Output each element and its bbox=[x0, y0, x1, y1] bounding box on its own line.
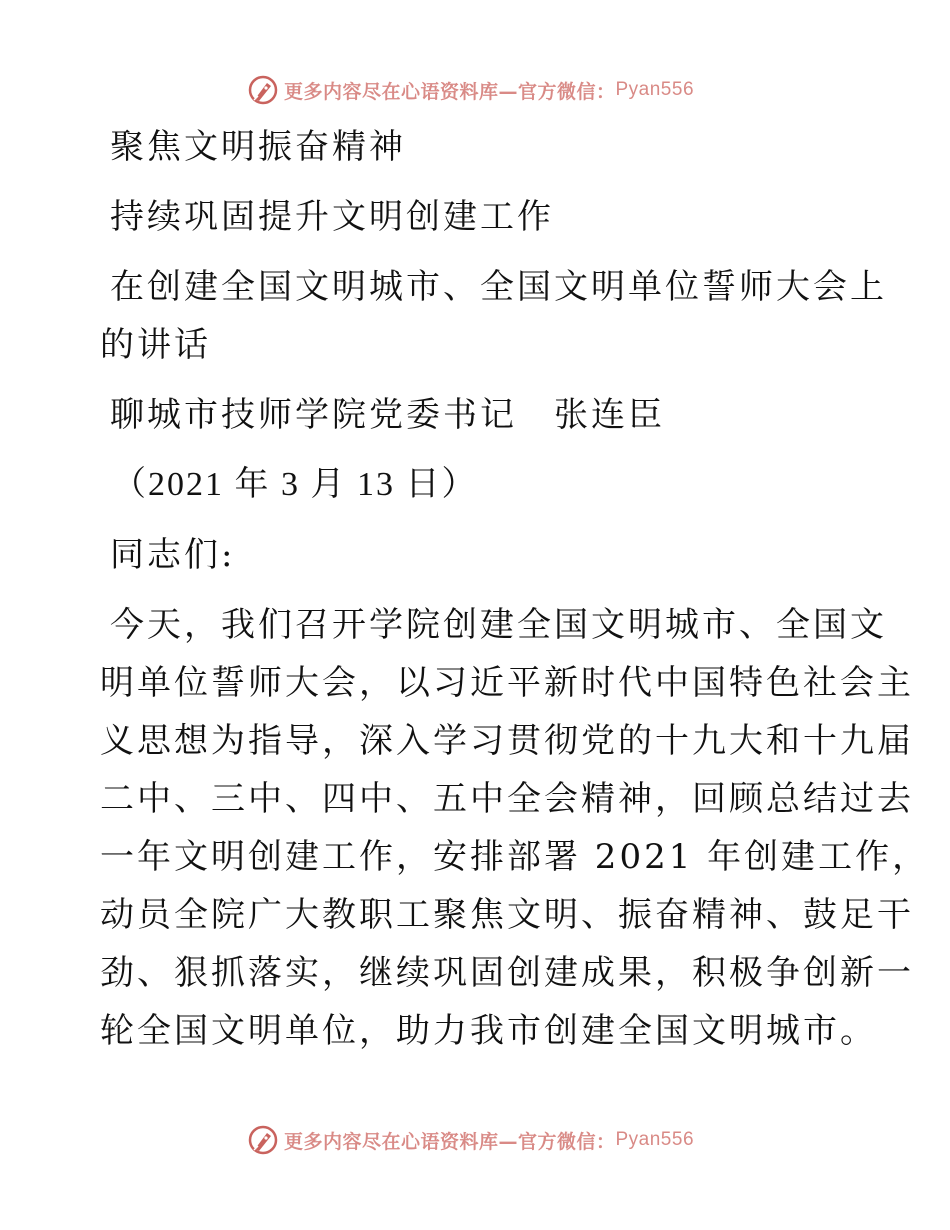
document-body bbox=[100, 118, 930, 1060]
body-line: 劲、狠抓落实，继续巩固创建成果，积极争创新一 bbox=[100, 953, 914, 993]
footer-watermark bbox=[0, 1120, 950, 1160]
watermark-text: 更多内容尽在心语资料库—官方微信： bbox=[283, 1130, 616, 1153]
title-line-2: 持续巩固提升文明创建工作 bbox=[110, 197, 554, 237]
body-line: 一年文明创建工作，安排部署 2021 年创建工作， bbox=[100, 837, 930, 877]
date-line: （2021 年 3 月 13 日） bbox=[112, 466, 478, 503]
subtitle-line-1: 在创建全国文明城市、全国文明单位誓师大会上 bbox=[110, 267, 887, 307]
watermark-text: 更多内容尽在心语资料库—官方微信： bbox=[283, 80, 616, 103]
title-line-1: 聚焦文明振奋精神 bbox=[110, 127, 406, 167]
header-watermark bbox=[0, 70, 950, 110]
body-line: 动员全院广大教职工聚焦文明、振奋精神、鼓足干 bbox=[100, 895, 914, 935]
body-line: 二中、三中、四中、五中全会精神，回顾总结过去 bbox=[100, 779, 914, 819]
pen-nib-logo-icon bbox=[246, 73, 280, 107]
pen-nib-logo-icon bbox=[246, 1123, 280, 1157]
body-line: 义思想为指导，深入学习贯彻党的十九大和十九届 bbox=[100, 721, 914, 761]
watermark-wechat-id: Pyan556 bbox=[615, 79, 695, 100]
watermark-wechat-id: Pyan556 bbox=[615, 1129, 695, 1150]
body-line: 明单位誓师大会，以习近平新时代中国特色社会主 bbox=[100, 663, 914, 703]
body-line: 今天，我们召开学院创建全国文明城市、全国文 bbox=[110, 605, 887, 645]
subtitle-line-2: 的讲话 bbox=[100, 325, 211, 365]
salutation: 同志们: bbox=[110, 535, 236, 575]
author-line: 聊城市技师学院党委书记 张连臣 bbox=[110, 395, 665, 435]
body-line: 轮全国文明单位，助力我市创建全国文明城市。 bbox=[100, 1011, 877, 1051]
body-paragraph bbox=[100, 596, 930, 1060]
